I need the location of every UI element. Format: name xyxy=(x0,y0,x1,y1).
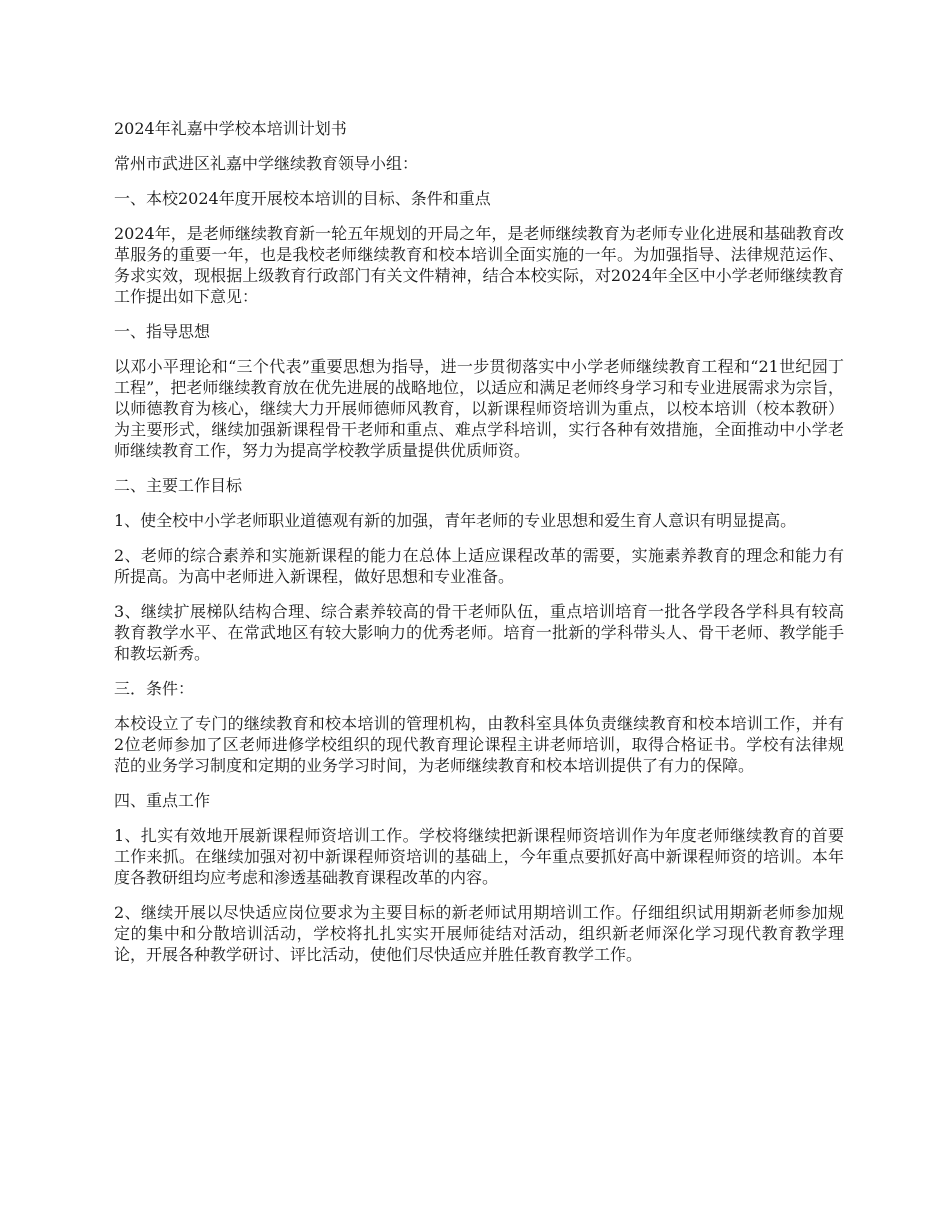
body-paragraph: 2024年，是老师继续教育新一轮五年规划的开局之年，是老师继续教育为老师专业化进展和基础教育改革服务的重要一年，也是我校老师继续教育和校本培训全面实施的一年。为加强指导、法律规范运作、务求实效，现根据上级教育行政部门有关文件精神，结合本校实际，对2024年全区中小学老师继续教育工作提出如下意见： xyxy=(114,224,844,306)
list-item: 3、继续扩展梯队结构合理、综合素养较高的骨干老师队伍，重点培训培育一批各学段各学科具有较高教育教学水平、在常武地区有较大影响力的优秀老师。培育一批新的学科带头人、骨干老师、教学能手和教坛新秀。 xyxy=(114,602,844,663)
document-title: 2024年礼嘉中学校本培训计划书 xyxy=(114,119,347,138)
section-heading: 一、指导思想 xyxy=(114,322,211,341)
document-page xyxy=(114,118,844,979)
list-item: 2、老师的综合素养和实施新课程的能力在总体上适应课程改革的需要，实施素养教育的理念和能力有所提高。为高中老师进入新课程，做好思想和专业准备。 xyxy=(114,546,844,586)
list-item: 2、继续开展以尽快适应岗位要求为主要目标的新老师试用期培训工作。仔细组织试用期新老师参加规定的集中和分散培训活动，学校将扎扎实实开展师徒结对活动，组织新老师深化学习现代教育教学理论，开展各种教学研讨、评比活动，使他们尽快适应并胜任教育教学工作。 xyxy=(114,903,844,964)
body-paragraph: 本校设立了专门的继续教育和校本培训的管理机构，由教科室具体负责继续教育和校本培训工作，并有2位老师参加了区老师进修学校组织的现代教育理论课程主讲老师培训，取得合格证书。学校有法律规范的业务学习制度和定期的业务学习时间，为老师继续教育和校本培训提供了有力的保障。 xyxy=(114,714,844,775)
list-item: 1、扎实有效地开展新课程师资培训工作。学校将继续把新课程师资培训作为年度老师继续教育的首要工作来抓。在继续加强对初中新课程师资培训的基础上，今年重点要抓好高中新课程师资的培训。本年度各教研组均应考虑和渗透基础教育课程改革的内容。 xyxy=(114,826,844,887)
section-heading: 二、主要工作目标 xyxy=(114,476,243,495)
section-heading: 四、重点工作 xyxy=(114,791,211,810)
body-paragraph: 以邓小平理论和“三个代表”重要思想为指导，进一步贯彻落实中小学老师继续教育工程和“21世纪园丁工程”，把老师继续教育放在优先进展的战略地位，以适应和满足老师终身学习和专业进展需求为宗旨，以师德教育为核心，继续大力开展师德师风教育，以新课程师资培训为重点，以校本培训（校本教研）为主要形式，继续加强新课程骨干老师和重点、难点学科培训，实行各种有效措施，全面推动中小学老师继续教育工作，努力为提高学校教学质量提供优质师资。 xyxy=(114,357,844,460)
section-heading: 一、本校2024年度开展校本培训的目标、条件和重点 xyxy=(114,189,491,208)
list-item: 1、使全校中小学老师职业道德观有新的加强，青年老师的专业思想和爱生育人意识有明显提高。 xyxy=(114,511,797,530)
section-heading: 三．条件： xyxy=(114,679,195,698)
document-addressee: 常州市武进区礼嘉中学继续教育领导小组： xyxy=(114,154,419,173)
